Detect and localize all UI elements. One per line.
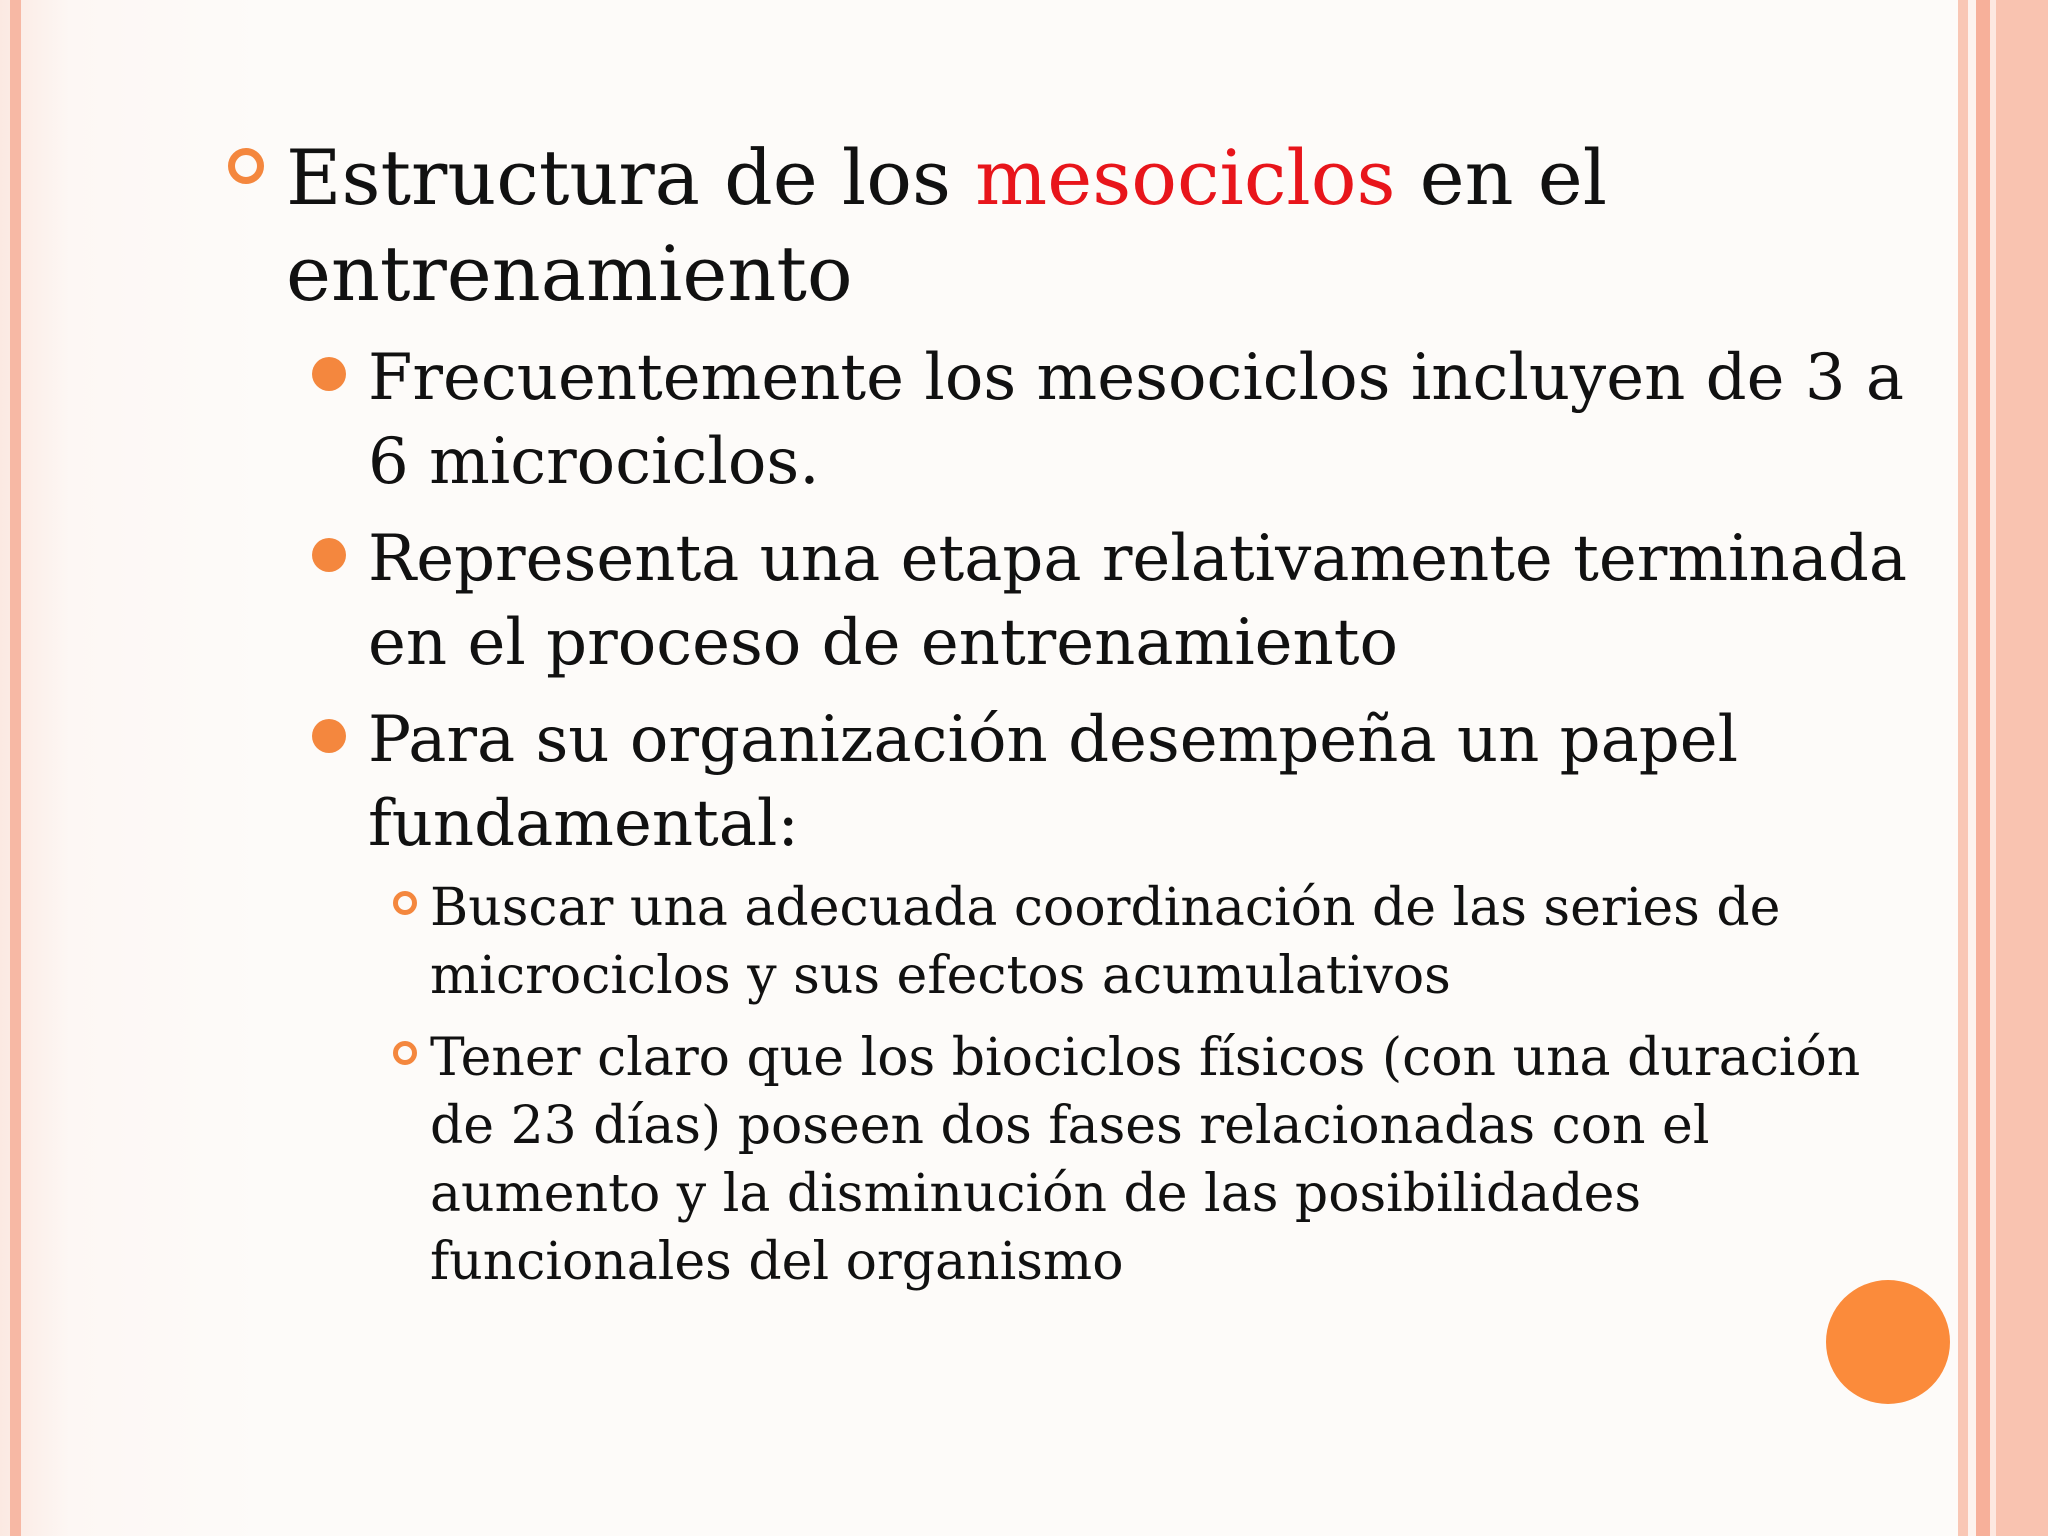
sub-bullet-item: Tener claro que los biociclos físicos (con una duración de 23 días) poseen dos fases relacionadas con el aumento y la disminución de las posibilidades funcionales del organismo [430, 1028, 1861, 1292]
dot-bullet-icon [312, 719, 346, 753]
ring-bullet-icon [393, 1041, 417, 1065]
heading-text-before: Estructura de los [286, 133, 976, 222]
right-stripe-5 [1996, 0, 2048, 1536]
orange-circle-icon [1826, 1280, 1950, 1404]
bullet-item: Representa una etapa relativamente terminada en el proceso de entrenamiento [368, 522, 1907, 680]
ring-bullet-icon [228, 148, 264, 184]
bullet-item: Frecuentemente los mesociclos incluyen de 3 a 6 microciclos. [368, 341, 1905, 499]
dot-bullet-icon [312, 538, 346, 572]
right-stripe-1 [1958, 0, 1968, 1536]
slide-heading [286, 130, 1886, 322]
bullet-item: Para su organización desempeña un papel fundamental: [368, 703, 1739, 861]
left-border-stripe [10, 0, 21, 1536]
right-border-stripes [1958, 0, 2048, 1536]
heading-text-after: en el entrenamiento [286, 133, 1608, 318]
ring-bullet-icon [393, 891, 417, 915]
sub-bullet-item: Buscar una adecuada coordinación de las series de microciclos y sus efectos acumulativos [430, 878, 1781, 1006]
right-stripe-3 [1976, 0, 1990, 1536]
heading-highlight: mesociclos [975, 133, 1396, 222]
dot-bullet-icon [312, 357, 346, 391]
right-stripe-2 [1968, 0, 1976, 1536]
